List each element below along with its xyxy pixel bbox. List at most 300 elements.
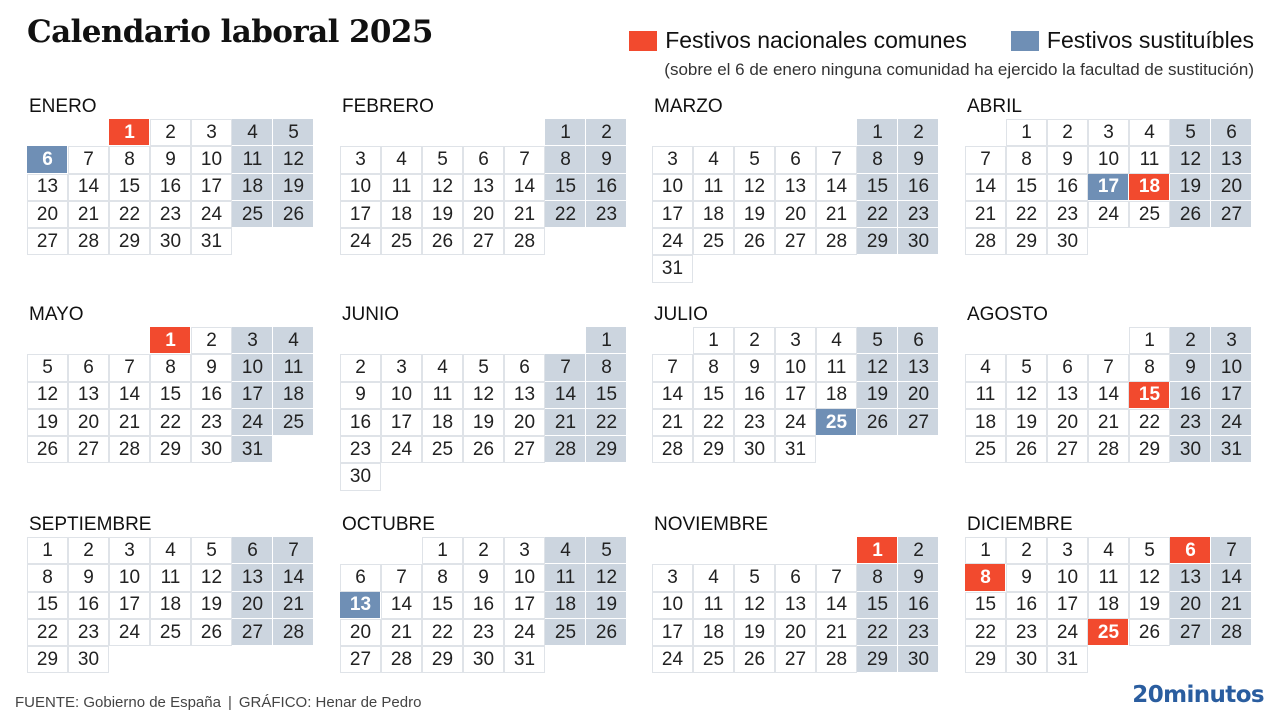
day-cell: 8 bbox=[1129, 354, 1170, 381]
month-grid bbox=[652, 119, 939, 283]
day-cell: 29 bbox=[27, 646, 68, 673]
day-cell: 17 bbox=[504, 592, 545, 619]
weekend-cell: 29 bbox=[586, 436, 627, 463]
day-cell: 14 bbox=[109, 382, 150, 409]
day-cell: 11 bbox=[422, 382, 463, 409]
day-cell: 18 bbox=[422, 409, 463, 436]
day-cell: 15 bbox=[109, 174, 150, 201]
day-cell: 4 bbox=[693, 564, 734, 591]
month-name: FEBRERO bbox=[342, 96, 434, 117]
legend-swatch-national bbox=[629, 31, 657, 51]
month-grid bbox=[652, 537, 939, 673]
day-cell: 26 bbox=[422, 228, 463, 255]
day-cell: 22 bbox=[965, 619, 1006, 646]
weekend-cell: 2 bbox=[586, 119, 627, 146]
day-cell: 11 bbox=[816, 354, 857, 381]
day-cell: 23 bbox=[463, 619, 504, 646]
day-cell: 21 bbox=[816, 201, 857, 228]
weekend-cell: 15 bbox=[586, 382, 627, 409]
day-cell: 25 bbox=[150, 619, 191, 646]
day-cell: 10 bbox=[652, 174, 693, 201]
weekend-cell: 18 bbox=[232, 174, 273, 201]
weekend-cell: 23 bbox=[586, 201, 627, 228]
weekend-cell: 20 bbox=[1211, 174, 1252, 201]
day-cell: 30 bbox=[191, 436, 232, 463]
month-name: ENERO bbox=[29, 96, 97, 117]
weekend-cell: 23 bbox=[898, 619, 939, 646]
day-cell: 22 bbox=[422, 619, 463, 646]
weekend-cell: 5 bbox=[273, 119, 314, 146]
month-grid bbox=[27, 537, 314, 673]
day-cell: 24 bbox=[1047, 619, 1088, 646]
weekend-cell: 14 bbox=[545, 382, 586, 409]
day-cell: 20 bbox=[463, 201, 504, 228]
weekend-cell: 29 bbox=[857, 646, 898, 673]
day-cell: 10 bbox=[109, 564, 150, 591]
day-cell: 24 bbox=[652, 228, 693, 255]
day-cell: 21 bbox=[381, 619, 422, 646]
national-holiday-cell: 6 bbox=[1170, 537, 1211, 564]
weekend-cell: 26 bbox=[273, 201, 314, 228]
day-cell: 23 bbox=[68, 619, 109, 646]
month-octubre bbox=[340, 513, 627, 673]
day-cell: 11 bbox=[965, 382, 1006, 409]
weekend-cell: 31 bbox=[232, 436, 273, 463]
weekend-cell: 16 bbox=[898, 174, 939, 201]
day-cell: 19 bbox=[1129, 592, 1170, 619]
day-cell: 27 bbox=[504, 436, 545, 463]
day-cell: 9 bbox=[340, 382, 381, 409]
empty-cell bbox=[381, 327, 422, 354]
legend-note: (sobre el 6 de enero ninguna comunidad ha ejercido la facultad de sustitución) bbox=[664, 60, 1254, 79]
weekend-cell: 27 bbox=[1211, 201, 1252, 228]
day-cell: 3 bbox=[340, 146, 381, 173]
weekend-cell: 8 bbox=[586, 354, 627, 381]
month-abril bbox=[965, 95, 1252, 255]
day-cell: 11 bbox=[1088, 564, 1129, 591]
day-cell: 29 bbox=[109, 228, 150, 255]
day-cell: 12 bbox=[734, 592, 775, 619]
day-cell: 31 bbox=[504, 646, 545, 673]
empty-cell bbox=[965, 119, 1006, 146]
day-cell: 19 bbox=[734, 619, 775, 646]
weekend-cell: 17 bbox=[232, 382, 273, 409]
day-cell: 21 bbox=[816, 619, 857, 646]
day-cell: 23 bbox=[1006, 619, 1047, 646]
weekend-cell: 11 bbox=[545, 564, 586, 591]
day-cell: 21 bbox=[965, 201, 1006, 228]
day-cell: 30 bbox=[463, 646, 504, 673]
weekend-cell: 13 bbox=[232, 564, 273, 591]
day-cell: 24 bbox=[191, 201, 232, 228]
day-cell: 12 bbox=[191, 564, 232, 591]
national-holiday-cell: 1 bbox=[857, 537, 898, 564]
weekend-cell: 11 bbox=[273, 354, 314, 381]
weekend-cell: 21 bbox=[273, 592, 314, 619]
day-cell: 18 bbox=[693, 619, 734, 646]
day-cell: 1 bbox=[1006, 119, 1047, 146]
empty-cell bbox=[68, 119, 109, 146]
day-cell: 27 bbox=[340, 646, 381, 673]
day-cell: 25 bbox=[422, 436, 463, 463]
weekend-cell: 26 bbox=[586, 619, 627, 646]
day-cell: 3 bbox=[652, 564, 693, 591]
weekend-cell: 30 bbox=[898, 646, 939, 673]
weekend-cell: 2 bbox=[1170, 327, 1211, 354]
weekend-cell: 5 bbox=[586, 537, 627, 564]
weekend-cell: 27 bbox=[898, 409, 939, 436]
day-cell: 13 bbox=[463, 174, 504, 201]
month-name: AGOSTO bbox=[967, 304, 1048, 325]
day-cell: 23 bbox=[150, 201, 191, 228]
day-cell: 22 bbox=[109, 201, 150, 228]
month-name: MAYO bbox=[29, 304, 84, 325]
day-cell: 9 bbox=[191, 354, 232, 381]
day-cell: 19 bbox=[422, 201, 463, 228]
day-cell: 25 bbox=[693, 228, 734, 255]
month-grid bbox=[27, 119, 314, 255]
day-cell: 22 bbox=[693, 409, 734, 436]
empty-cell bbox=[340, 537, 381, 564]
legend-item-national bbox=[629, 27, 967, 54]
weekend-cell: 28 bbox=[545, 436, 586, 463]
weekend-cell: 8 bbox=[545, 146, 586, 173]
weekend-cell: 18 bbox=[273, 382, 314, 409]
weekend-cell: 16 bbox=[898, 592, 939, 619]
weekend-cell: 13 bbox=[1211, 146, 1252, 173]
footer bbox=[15, 694, 421, 711]
day-cell: 1 bbox=[27, 537, 68, 564]
day-cell: 29 bbox=[1006, 228, 1047, 255]
day-cell: 31 bbox=[775, 436, 816, 463]
weekend-cell: 31 bbox=[1211, 436, 1252, 463]
day-cell: 26 bbox=[1129, 619, 1170, 646]
day-cell: 12 bbox=[463, 382, 504, 409]
weekend-cell: 1 bbox=[586, 327, 627, 354]
day-cell: 9 bbox=[734, 354, 775, 381]
weekend-cell: 19 bbox=[273, 174, 314, 201]
month-mayo bbox=[27, 303, 314, 463]
month-name: JUNIO bbox=[342, 304, 399, 325]
day-cell: 26 bbox=[1006, 436, 1047, 463]
weekend-cell: 13 bbox=[898, 354, 939, 381]
empty-cell bbox=[422, 119, 463, 146]
day-cell: 9 bbox=[150, 146, 191, 173]
month-febrero bbox=[340, 95, 627, 255]
day-cell: 27 bbox=[27, 228, 68, 255]
day-cell: 30 bbox=[734, 436, 775, 463]
day-cell: 28 bbox=[504, 228, 545, 255]
day-cell: 29 bbox=[693, 436, 734, 463]
day-cell: 30 bbox=[1047, 228, 1088, 255]
day-cell: 8 bbox=[27, 564, 68, 591]
day-cell: 10 bbox=[1047, 564, 1088, 591]
day-cell: 11 bbox=[693, 592, 734, 619]
day-cell: 30 bbox=[340, 463, 381, 490]
day-cell: 17 bbox=[652, 619, 693, 646]
weekend-cell: 16 bbox=[1170, 382, 1211, 409]
day-cell: 3 bbox=[1088, 119, 1129, 146]
day-cell: 5 bbox=[734, 146, 775, 173]
day-cell: 5 bbox=[422, 146, 463, 173]
day-cell: 17 bbox=[775, 382, 816, 409]
day-cell: 16 bbox=[191, 382, 232, 409]
day-cell: 28 bbox=[109, 436, 150, 463]
empty-cell bbox=[734, 119, 775, 146]
day-cell: 23 bbox=[340, 436, 381, 463]
weekend-cell: 16 bbox=[586, 174, 627, 201]
national-holiday-cell: 18 bbox=[1129, 174, 1170, 201]
empty-cell bbox=[965, 327, 1006, 354]
day-cell: 24 bbox=[652, 646, 693, 673]
month-grid bbox=[340, 537, 627, 673]
weekend-cell: 17 bbox=[1211, 382, 1252, 409]
day-cell: 10 bbox=[775, 354, 816, 381]
day-cell: 12 bbox=[1006, 382, 1047, 409]
day-cell: 16 bbox=[463, 592, 504, 619]
weekend-cell: 5 bbox=[857, 327, 898, 354]
national-holiday-cell: 8 bbox=[965, 564, 1006, 591]
empty-cell bbox=[381, 119, 422, 146]
month-julio bbox=[652, 303, 939, 463]
weekend-cell: 2 bbox=[898, 119, 939, 146]
weekend-cell: 8 bbox=[857, 564, 898, 591]
day-cell: 28 bbox=[68, 228, 109, 255]
weekend-cell: 3 bbox=[232, 327, 273, 354]
day-cell: 10 bbox=[652, 592, 693, 619]
weekend-cell: 4 bbox=[232, 119, 273, 146]
day-cell: 7 bbox=[1088, 354, 1129, 381]
day-cell: 31 bbox=[652, 255, 693, 282]
day-cell: 7 bbox=[504, 146, 545, 173]
day-cell: 1 bbox=[693, 327, 734, 354]
day-cell: 7 bbox=[652, 354, 693, 381]
day-cell: 6 bbox=[68, 354, 109, 381]
day-cell: 13 bbox=[504, 382, 545, 409]
legend-label-substitutable: Festivos sustituíbles bbox=[1046, 27, 1254, 53]
day-cell: 3 bbox=[109, 537, 150, 564]
day-cell: 21 bbox=[68, 201, 109, 228]
day-cell: 3 bbox=[504, 537, 545, 564]
weekend-cell: 28 bbox=[1211, 619, 1252, 646]
day-cell: 3 bbox=[381, 354, 422, 381]
day-cell: 14 bbox=[816, 174, 857, 201]
day-cell: 5 bbox=[191, 537, 232, 564]
day-cell: 27 bbox=[1047, 436, 1088, 463]
weekend-cell: 20 bbox=[898, 382, 939, 409]
weekend-cell: 20 bbox=[1170, 592, 1211, 619]
day-cell: 4 bbox=[150, 537, 191, 564]
weekend-cell: 25 bbox=[545, 619, 586, 646]
month-noviembre bbox=[652, 513, 939, 673]
weekend-cell: 1 bbox=[857, 119, 898, 146]
day-cell: 10 bbox=[191, 146, 232, 173]
weekend-cell: 7 bbox=[273, 537, 314, 564]
empty-cell bbox=[652, 537, 693, 564]
month-diciembre bbox=[965, 513, 1252, 673]
month-grid bbox=[965, 327, 1252, 463]
weekend-cell: 3 bbox=[1211, 327, 1252, 354]
day-cell: 18 bbox=[693, 201, 734, 228]
day-cell: 19 bbox=[191, 592, 232, 619]
weekend-cell: 15 bbox=[857, 174, 898, 201]
empty-cell bbox=[340, 119, 381, 146]
day-cell: 17 bbox=[381, 409, 422, 436]
day-cell: 16 bbox=[150, 174, 191, 201]
day-cell: 19 bbox=[1006, 409, 1047, 436]
graphic-label: GRÁFICO: bbox=[238, 694, 312, 711]
empty-cell bbox=[504, 119, 545, 146]
day-cell: 15 bbox=[693, 382, 734, 409]
weekend-cell: 18 bbox=[545, 592, 586, 619]
day-cell: 1 bbox=[1129, 327, 1170, 354]
day-cell: 10 bbox=[1088, 146, 1129, 173]
day-cell: 2 bbox=[150, 119, 191, 146]
day-cell: 8 bbox=[693, 354, 734, 381]
day-cell: 29 bbox=[422, 646, 463, 673]
weekend-cell: 28 bbox=[273, 619, 314, 646]
day-cell: 13 bbox=[68, 382, 109, 409]
day-cell: 14 bbox=[652, 382, 693, 409]
weekend-cell: 23 bbox=[1170, 409, 1211, 436]
day-cell: 25 bbox=[693, 646, 734, 673]
empty-cell bbox=[652, 119, 693, 146]
day-cell: 19 bbox=[27, 409, 68, 436]
day-cell: 8 bbox=[150, 354, 191, 381]
day-cell: 2 bbox=[1006, 537, 1047, 564]
month-grid bbox=[27, 327, 314, 463]
day-cell: 3 bbox=[652, 146, 693, 173]
empty-cell bbox=[652, 327, 693, 354]
month-name: NOVIEMBRE bbox=[654, 514, 769, 535]
day-cell: 8 bbox=[1006, 146, 1047, 173]
month-name: SEPTIEMBRE bbox=[29, 514, 152, 535]
weekend-cell: 15 bbox=[857, 592, 898, 619]
empty-cell bbox=[816, 119, 857, 146]
day-cell: 25 bbox=[381, 228, 422, 255]
day-cell: 14 bbox=[68, 174, 109, 201]
day-cell: 16 bbox=[1047, 174, 1088, 201]
day-cell: 18 bbox=[150, 592, 191, 619]
day-cell: 2 bbox=[463, 537, 504, 564]
graphic-author: Henar de Pedro bbox=[315, 694, 422, 711]
day-cell: 3 bbox=[775, 327, 816, 354]
day-cell: 4 bbox=[965, 354, 1006, 381]
day-cell: 5 bbox=[463, 354, 504, 381]
weekend-cell: 26 bbox=[857, 409, 898, 436]
month-name: DICIEMBRE bbox=[967, 514, 1073, 535]
day-cell: 30 bbox=[68, 646, 109, 673]
day-cell: 10 bbox=[381, 382, 422, 409]
weekend-cell: 12 bbox=[857, 354, 898, 381]
brand-logo: 20minutos bbox=[1132, 682, 1264, 708]
day-cell: 26 bbox=[27, 436, 68, 463]
substitutable-holiday-cell: 6 bbox=[27, 146, 68, 173]
weekend-cell: 9 bbox=[586, 146, 627, 173]
day-cell: 18 bbox=[816, 382, 857, 409]
day-cell: 5 bbox=[734, 564, 775, 591]
weekend-cell: 20 bbox=[232, 592, 273, 619]
month-grid bbox=[652, 327, 939, 463]
weekend-cell: 12 bbox=[273, 146, 314, 173]
weekend-cell: 24 bbox=[232, 409, 273, 436]
day-cell: 4 bbox=[422, 354, 463, 381]
day-cell: 6 bbox=[504, 354, 545, 381]
empty-cell bbox=[340, 327, 381, 354]
source-text: Gobierno de España bbox=[83, 694, 221, 711]
day-cell: 6 bbox=[340, 564, 381, 591]
weekend-cell: 21 bbox=[545, 409, 586, 436]
page-title: Calendario laboral 2025 bbox=[27, 14, 433, 50]
source-label: FUENTE: bbox=[15, 694, 80, 711]
day-cell: 21 bbox=[504, 201, 545, 228]
day-cell: 28 bbox=[381, 646, 422, 673]
day-cell: 12 bbox=[422, 174, 463, 201]
day-cell: 20 bbox=[1047, 409, 1088, 436]
weekend-cell: 25 bbox=[273, 409, 314, 436]
day-cell: 14 bbox=[1088, 382, 1129, 409]
day-cell: 24 bbox=[340, 228, 381, 255]
day-cell: 17 bbox=[109, 592, 150, 619]
weekend-cell: 4 bbox=[273, 327, 314, 354]
day-cell: 12 bbox=[1129, 564, 1170, 591]
day-cell: 12 bbox=[27, 382, 68, 409]
day-cell: 29 bbox=[150, 436, 191, 463]
weekend-cell: 23 bbox=[898, 201, 939, 228]
empty-cell bbox=[27, 119, 68, 146]
legend bbox=[629, 27, 1254, 54]
weekend-cell: 9 bbox=[1170, 354, 1211, 381]
day-cell: 7 bbox=[68, 146, 109, 173]
day-cell: 18 bbox=[965, 409, 1006, 436]
empty-cell bbox=[816, 537, 857, 564]
empty-cell bbox=[545, 327, 586, 354]
day-cell: 26 bbox=[463, 436, 504, 463]
month-septiembre bbox=[27, 513, 314, 673]
empty-cell bbox=[734, 537, 775, 564]
day-cell: 13 bbox=[775, 592, 816, 619]
day-cell: 19 bbox=[734, 201, 775, 228]
weekend-cell: 9 bbox=[898, 564, 939, 591]
day-cell: 28 bbox=[816, 228, 857, 255]
weekend-cell: 12 bbox=[1170, 146, 1211, 173]
day-cell: 10 bbox=[504, 564, 545, 591]
empty-cell bbox=[693, 119, 734, 146]
day-cell: 8 bbox=[422, 564, 463, 591]
month-name: OCTUBRE bbox=[342, 514, 435, 535]
day-cell: 9 bbox=[463, 564, 504, 591]
day-cell: 11 bbox=[381, 174, 422, 201]
substitutable-holiday-cell: 13 bbox=[340, 592, 381, 619]
month-name: JULIO bbox=[654, 304, 708, 325]
day-cell: 23 bbox=[191, 409, 232, 436]
day-cell: 1 bbox=[965, 537, 1006, 564]
day-cell: 11 bbox=[1129, 146, 1170, 173]
day-cell: 28 bbox=[1088, 436, 1129, 463]
day-cell: 14 bbox=[816, 592, 857, 619]
day-cell: 20 bbox=[340, 619, 381, 646]
day-cell: 17 bbox=[191, 174, 232, 201]
empty-cell bbox=[1047, 327, 1088, 354]
day-cell: 12 bbox=[734, 174, 775, 201]
day-cell: 16 bbox=[734, 382, 775, 409]
weekend-cell: 2 bbox=[898, 537, 939, 564]
weekend-cell: 10 bbox=[1211, 354, 1252, 381]
day-cell: 15 bbox=[1006, 174, 1047, 201]
day-cell: 23 bbox=[734, 409, 775, 436]
day-cell: 21 bbox=[1088, 409, 1129, 436]
day-cell: 2 bbox=[191, 327, 232, 354]
